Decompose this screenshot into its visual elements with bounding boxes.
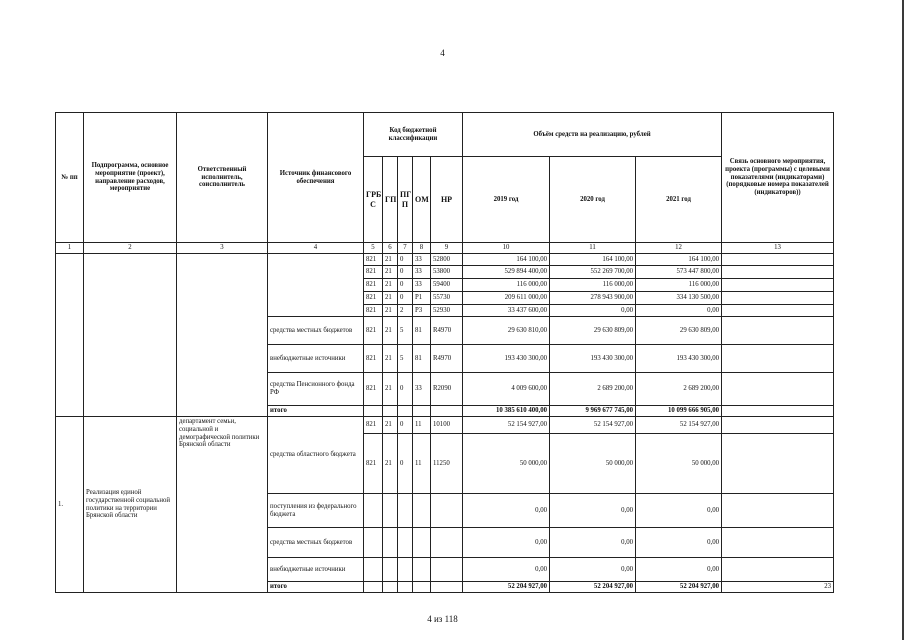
om-cell: 11 bbox=[413, 417, 431, 434]
value-2020-cell: 52 154 927,00 bbox=[550, 417, 636, 434]
np-cell: 52930 bbox=[431, 305, 463, 317]
om-cell bbox=[413, 558, 431, 582]
np-cell: R4970 bbox=[431, 345, 463, 373]
om-cell: 33 bbox=[413, 279, 431, 292]
value-2021-cell: 116 000,00 bbox=[636, 279, 722, 292]
value-2020-cell: 0,00 bbox=[550, 305, 636, 317]
link-cell bbox=[722, 434, 834, 494]
value-2019-cell: 0,00 bbox=[463, 528, 550, 558]
gp-cell: 21 bbox=[383, 434, 398, 494]
s1-no-cell bbox=[56, 254, 84, 417]
value-2021-cell: 0,00 bbox=[636, 558, 722, 582]
grbs-cell: 821 bbox=[364, 317, 383, 345]
colnum: 7 bbox=[398, 243, 413, 254]
value-2019-cell: 0,00 bbox=[463, 494, 550, 528]
grbs-cell: 821 bbox=[364, 279, 383, 292]
value-2020-cell: 552 269 700,00 bbox=[550, 266, 636, 279]
colnum: 8 bbox=[413, 243, 431, 254]
gp-cell: 21 bbox=[383, 266, 398, 279]
value-2019-cell: 164 100,00 bbox=[463, 254, 550, 266]
s1-source-cell bbox=[268, 254, 364, 317]
table-row bbox=[56, 254, 834, 266]
source-cell: итого bbox=[268, 406, 364, 417]
header-2021: 2021 год bbox=[636, 157, 722, 243]
value-2020-cell: 278 943 900,00 bbox=[550, 292, 636, 305]
pgp-cell: 0 bbox=[398, 434, 413, 494]
link-cell bbox=[722, 417, 834, 434]
np-cell: 52800 bbox=[431, 254, 463, 266]
header-2019: 2019 год bbox=[463, 157, 550, 243]
np-cell: R4970 bbox=[431, 317, 463, 345]
total-2019-cell: 10 385 610 400,00 bbox=[463, 406, 550, 417]
om-cell: 33 bbox=[413, 373, 431, 406]
grbs-cell bbox=[364, 528, 383, 558]
header-executor: Ответственный исполнитель, соисполнитель bbox=[177, 113, 268, 243]
colnum: 12 bbox=[636, 243, 722, 254]
value-2021-cell: 0,00 bbox=[636, 528, 722, 558]
np-cell: 55730 bbox=[431, 292, 463, 305]
s1-executor-cell bbox=[177, 254, 268, 417]
pgp-cell: 5 bbox=[398, 317, 413, 345]
colnum: 6 bbox=[383, 243, 398, 254]
om-cell: 11 bbox=[413, 434, 431, 494]
program-name: Реализация единой государственной социальной политики на территории Брянской области bbox=[84, 417, 177, 593]
value-2020-cell: 0,00 bbox=[550, 494, 636, 528]
value-2020-cell: 193 430 300,00 bbox=[550, 345, 636, 373]
header-gp: ГП bbox=[383, 157, 398, 243]
grbs-cell: 821 bbox=[364, 345, 383, 373]
colnum: 2 bbox=[84, 243, 177, 254]
pgp-cell: 0 bbox=[398, 292, 413, 305]
link-cell: 23 bbox=[722, 582, 834, 593]
grbs-cell: 821 bbox=[364, 373, 383, 406]
header-program: Подпрограмма, основное мероприятие (проект), направление расходов, мероприятие bbox=[84, 113, 177, 243]
value-2021-cell: 0,00 bbox=[636, 305, 722, 317]
pgp-cell: 0 bbox=[398, 373, 413, 406]
gp-cell: 21 bbox=[383, 292, 398, 305]
gp-cell bbox=[383, 558, 398, 582]
grbs-cell bbox=[364, 558, 383, 582]
total-2021-cell: 10 099 666 905,00 bbox=[636, 406, 722, 417]
budget-table bbox=[55, 112, 834, 593]
value-2020-cell: 116 000,00 bbox=[550, 279, 636, 292]
header-np: НР bbox=[431, 157, 463, 243]
source-cell: итого bbox=[268, 582, 364, 593]
link-cell bbox=[722, 406, 834, 417]
header-source: Источник финансового обеспечения bbox=[268, 113, 364, 243]
source-cell: средства Пенсионного фонда РФ bbox=[268, 373, 364, 406]
om-cell: 33 bbox=[413, 266, 431, 279]
gp-cell bbox=[383, 406, 398, 417]
header-pgp: ПГ П bbox=[398, 157, 413, 243]
gp-cell: 21 bbox=[383, 345, 398, 373]
grbs-cell: 821 bbox=[364, 434, 383, 494]
gp-cell bbox=[383, 582, 398, 593]
table-row bbox=[56, 417, 834, 434]
om-cell: 33 bbox=[413, 254, 431, 266]
gp-cell: 21 bbox=[383, 254, 398, 266]
om-cell: P3 bbox=[413, 305, 431, 317]
colnum: 3 bbox=[177, 243, 268, 254]
colnum: 9 bbox=[431, 243, 463, 254]
np-cell: 59400 bbox=[431, 279, 463, 292]
grbs-cell: 821 bbox=[364, 417, 383, 434]
header-no: № пп bbox=[56, 113, 84, 243]
np-cell bbox=[431, 406, 463, 417]
link-cell bbox=[722, 558, 834, 582]
value-2019-cell: 209 611 000,00 bbox=[463, 292, 550, 305]
pgp-cell: 0 bbox=[398, 254, 413, 266]
om-cell bbox=[413, 406, 431, 417]
link-cell bbox=[722, 266, 834, 279]
pgp-cell bbox=[398, 582, 413, 593]
om-cell bbox=[413, 494, 431, 528]
value-2021-cell: 50 000,00 bbox=[636, 434, 722, 494]
link-cell bbox=[722, 305, 834, 317]
value-2021-cell: 193 430 300,00 bbox=[636, 345, 722, 373]
value-2020-cell: 50 000,00 bbox=[550, 434, 636, 494]
gp-cell: 21 bbox=[383, 417, 398, 434]
value-2021-cell: 29 630 809,00 bbox=[636, 317, 722, 345]
link-cell bbox=[722, 317, 834, 345]
link-cell bbox=[722, 373, 834, 406]
value-2020-cell: 29 630 809,00 bbox=[550, 317, 636, 345]
value-2021-cell: 2 689 200,00 bbox=[636, 373, 722, 406]
value-2019-cell: 116 000,00 bbox=[463, 279, 550, 292]
grbs-cell bbox=[364, 494, 383, 528]
link-cell bbox=[722, 494, 834, 528]
value-2021-cell: 334 130 500,00 bbox=[636, 292, 722, 305]
grbs-cell bbox=[364, 406, 383, 417]
colnum: 4 bbox=[268, 243, 364, 254]
colnum: 1 bbox=[56, 243, 84, 254]
header-amount-group: Объём средств на реализацию, рублей bbox=[463, 113, 722, 157]
source-cell: средства местных бюджетов bbox=[268, 317, 364, 345]
value-2021-cell: 0,00 bbox=[636, 494, 722, 528]
header-grbs: ГРБ С bbox=[364, 157, 383, 243]
value-2019-cell: 0,00 bbox=[463, 558, 550, 582]
header-2020: 2020 год bbox=[550, 157, 636, 243]
pgp-cell: 5 bbox=[398, 345, 413, 373]
grbs-cell: 821 bbox=[364, 292, 383, 305]
np-cell bbox=[431, 494, 463, 528]
value-2019-cell: 529 894 400,00 bbox=[463, 266, 550, 279]
np-cell: 11250 bbox=[431, 434, 463, 494]
source-cell: внебюджетные источники bbox=[268, 558, 364, 582]
link-cell bbox=[722, 254, 834, 266]
pgp-cell bbox=[398, 558, 413, 582]
source-cell: внебюджетные источники bbox=[268, 345, 364, 373]
total-2020-cell: 9 969 677 745,00 bbox=[550, 406, 636, 417]
om-cell bbox=[413, 582, 431, 593]
value-2020-cell: 0,00 bbox=[550, 558, 636, 582]
source-cell: средства местных бюджетов bbox=[268, 528, 364, 558]
item-number: 1. bbox=[56, 417, 84, 593]
np-cell: R2090 bbox=[431, 373, 463, 406]
np-cell bbox=[431, 528, 463, 558]
source-cell: средства областного бюджета bbox=[268, 417, 364, 494]
np-cell: 53800 bbox=[431, 266, 463, 279]
grbs-cell: 821 bbox=[364, 266, 383, 279]
value-2019-cell: 33 437 600,00 bbox=[463, 305, 550, 317]
pgp-cell: 0 bbox=[398, 279, 413, 292]
gp-cell bbox=[383, 528, 398, 558]
value-2019-cell: 52 154 927,00 bbox=[463, 417, 550, 434]
grbs-cell: 821 bbox=[364, 254, 383, 266]
om-cell: 81 bbox=[413, 345, 431, 373]
value-2019-cell: 29 630 810,00 bbox=[463, 317, 550, 345]
total-2019-cell: 52 204 927,00 bbox=[463, 582, 550, 593]
executor-name: департамент семьи, социальной и демографической политики Брянской области bbox=[177, 417, 268, 593]
pgp-cell: 0 bbox=[398, 417, 413, 434]
np-cell bbox=[431, 558, 463, 582]
value-2020-cell: 0,00 bbox=[550, 528, 636, 558]
colnum: 5 bbox=[364, 243, 383, 254]
header-om: ОМ bbox=[413, 157, 431, 243]
value-2021-cell: 52 154 927,00 bbox=[636, 417, 722, 434]
pgp-cell bbox=[398, 494, 413, 528]
page-number: 4 bbox=[440, 48, 445, 58]
colnum: 11 bbox=[550, 243, 636, 254]
pgp-cell: 0 bbox=[398, 266, 413, 279]
grbs-cell bbox=[364, 582, 383, 593]
header-link: Связь основного мероприятия, проекта (программы) с целевыми показателями (индикаторами) (порядковые номера показателей (индикаторов)) bbox=[722, 113, 834, 243]
value-2020-cell: 2 689 200,00 bbox=[550, 373, 636, 406]
om-cell: P1 bbox=[413, 292, 431, 305]
value-2019-cell: 50 000,00 bbox=[463, 434, 550, 494]
grbs-cell: 821 bbox=[364, 305, 383, 317]
s1-program-cell bbox=[84, 254, 177, 417]
gp-cell: 21 bbox=[383, 317, 398, 345]
gp-cell: 21 bbox=[383, 279, 398, 292]
pgp-cell bbox=[398, 528, 413, 558]
link-cell bbox=[722, 528, 834, 558]
header-row-1 bbox=[56, 113, 834, 157]
source-cell: поступления из федерального бюджета bbox=[268, 494, 364, 528]
link-cell bbox=[722, 292, 834, 305]
gp-cell bbox=[383, 494, 398, 528]
colnum: 13 bbox=[722, 243, 834, 254]
gp-cell: 21 bbox=[383, 305, 398, 317]
om-cell bbox=[413, 528, 431, 558]
header-code-group: Код бюджетной классификации bbox=[364, 113, 463, 157]
value-2020-cell: 164 100,00 bbox=[550, 254, 636, 266]
page-footer: 4 из 118 bbox=[427, 614, 458, 624]
value-2021-cell: 164 100,00 bbox=[636, 254, 722, 266]
gp-cell: 21 bbox=[383, 373, 398, 406]
link-cell bbox=[722, 279, 834, 292]
pgp-cell: 2 bbox=[398, 305, 413, 317]
link-cell bbox=[722, 345, 834, 373]
om-cell: 81 bbox=[413, 317, 431, 345]
total-2020-cell: 52 204 927,00 bbox=[550, 582, 636, 593]
pgp-cell bbox=[398, 406, 413, 417]
np-cell: 10100 bbox=[431, 417, 463, 434]
colnum: 10 bbox=[463, 243, 550, 254]
column-numbers-row bbox=[56, 243, 834, 254]
total-2021-cell: 52 204 927,00 bbox=[636, 582, 722, 593]
value-2021-cell: 573 447 800,00 bbox=[636, 266, 722, 279]
value-2019-cell: 193 430 300,00 bbox=[463, 345, 550, 373]
value-2019-cell: 4 009 600,00 bbox=[463, 373, 550, 406]
page-right-edge bbox=[902, 0, 904, 640]
np-cell bbox=[431, 582, 463, 593]
